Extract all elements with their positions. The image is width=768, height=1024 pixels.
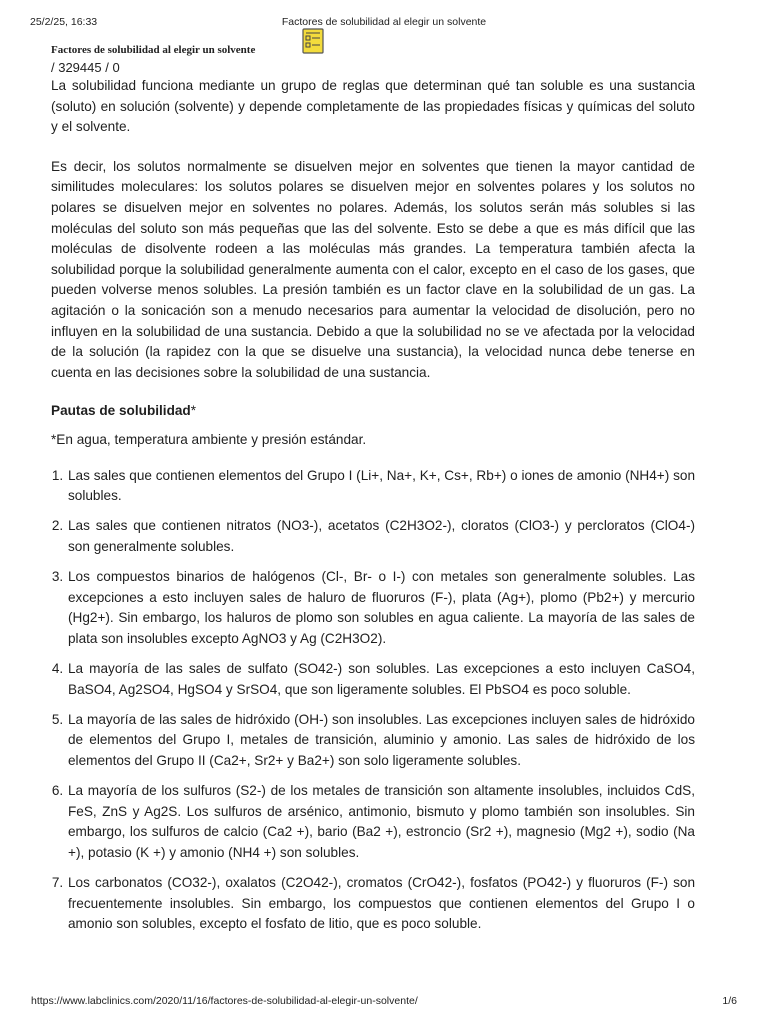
list-item: 5. La mayoría de las sales de hidróxido (OH-) son insolubles. Las excepciones incluyen sales de hidróxido de elementos del Grupo I, metales de transición, aluminio y amonio. Las sales de hidróxido de los elementos del Grupo II (Ca2+, Sr2+ y Ba2+) son solo ligeramente solubles. [67,710,695,772]
document-meta: / 329445 / 0 [51,60,120,75]
list-item: 2. Las sales que contienen nitratos (NO3-), acetatos (C2H3O2-), cloratos (ClO3-) y percloratos (ClO4-) son generalmente solubles. [67,516,695,557]
section-heading [51,401,695,422]
list-item: 6. La mayoría de los sulfuros (S2-) de los metales de transición son altamente insolubles, incluidos CdS, FeS, ZnS y Ag2S. Los sulfuros de arsénico, antimonio, bismuto y plomo también son insolubles. Sin embargo, los sulfuros de calcio (Ca2 +), bario (Ba2 +), estroncio (Sr2 +), magnesio (Mg2 +), sodio (Na +), potasio (K +) y amonio (NH4 +) son solubles. [67,781,695,863]
document-icon [302,28,324,54]
section-heading-text: Pautas de solubilidad [51,403,191,419]
print-page-title: Factores de solubilidad al elegir un solvente [281,16,487,28]
article-body [51,76,695,945]
section-note: *En agua, temperatura ambiente y presión estándar. [51,431,367,447]
list-item: 7. Los carbonatos (CO32-), oxalatos (C2O42-), cromatos (CrO42-), fosfatos (PO42-) y fluoruros (F-) son frecuentemente insolubles. Sin embargo, los compuestos que contienen elementos del Grupo I o amonio son solubles, excepto el fosfato de litio, que es poco soluble. [67,873,695,935]
print-datetime: 25/2/25, 16:33 [30,16,98,28]
solubility-rules-list [51,466,695,935]
paragraph-intro: La solubilidad funciona mediante un grupo de reglas que determinan qué tan soluble es una sustancia (soluto) en solución (solvente) y depende completamente de las propiedades físicas y químicas del soluto y el solvente. [51,78,695,135]
section-heading-asterisk: * [190,403,197,419]
list-item: 4. La mayoría de las sales de sulfato (SO42-) son solubles. Las excepciones a esto incluyen CaSO4, BaSO4, Ag2SO4, HgSO4 y SrSO4, que son ligeramente solubles. El PbSO4 es poco soluble. [67,659,695,700]
list-item: 1. Las sales que contienen elementos del Grupo I (Li+, Na+, K+, Cs+, Rb+) o iones de amonio (NH4+) son solubles. [67,466,695,507]
page-url[interactable]: https://www.labclinics.com/2020/11/16/factores-de-solubilidad-al-elegir-un-solvente/ [31,995,418,1007]
list-item: 3. Los compuestos binarios de halógenos (Cl-, Br- o I-) con metales son generalmente solubles. Las excepciones a esto incluyen sales de haluro de fluoruros (F-), plata (Ag+), plomo (Pb2+) y mercurio (Hg2+). Sin embargo, los haluros de plomo son solubles en agua caliente. La mayoría de las sales de plata son insolubles excepto AgNO3 y Ag (C2H3O2). [67,567,695,649]
paragraph-details: Es decir, los solutos normalmente se disuelven mejor en solventes que tienen la mayor cantidad de similitudes moleculares: los solutos polares se disuelven mejor en solventes polares y los solutos no polares se disuelven mejor en solventes no polares. Además, los solutos serán más solubles si las moléculas del soluto son más pequeñas que las del solvente. Esto se debe a que es más difícil que las moléculas de disolvente rodeen a las moléculas más grandes. La temperatura también afecta la solubilidad porque la solubilidad generalmente aumenta con el calor, excepto en el caso de los gases, que pueden volverse menos solubles. La presión también es un factor clave en la solubilidad de un gas. La agitación o la sonicación son a menudo necesarios para aumentar la velocidad de disolución, pero no influyen en la solubilidad de una sustancia. Debido a que la solubilidad no se ve afectada por la velocidad de la solución (la rapidez con la que se disuelve una sustancia), la velocidad nunca debe tenerse en cuenta en las decisiones sobre la solubilidad de una sustancia. [51,158,695,380]
page-number: 1/6 [722,995,737,1007]
document-title: Factores de solubilidad al elegir un solvente [51,44,256,56]
